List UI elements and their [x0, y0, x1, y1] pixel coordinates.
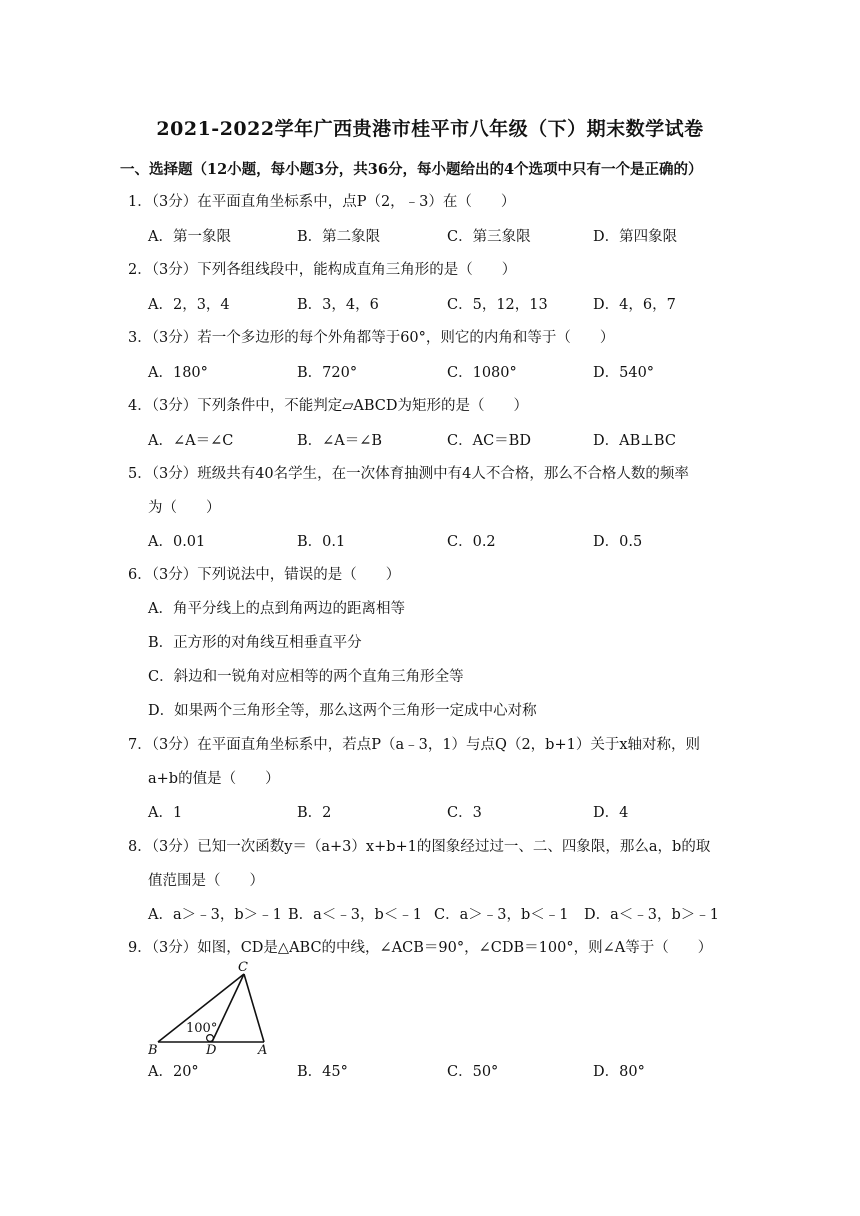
segment-ca	[244, 974, 264, 1042]
option-d[interactable]: D．0.5	[593, 534, 643, 550]
option-d[interactable]: D．540°	[593, 365, 655, 381]
option-c[interactable]: C．50°	[447, 1064, 499, 1080]
option-b[interactable]: B．第二象限	[297, 229, 381, 245]
option-c[interactable]: C．AC＝BD	[447, 433, 531, 449]
option-c[interactable]: C．第三象限	[447, 229, 531, 245]
option-c[interactable]: C．3	[447, 805, 482, 821]
question-7-stem: 7．（3分）在平面直角坐标系中，若点P（a﹣3，1）与点Q（2，b+1）关于x轴对称，则	[128, 737, 700, 753]
option-a[interactable]: A．2，3，4	[148, 297, 230, 313]
angle-label: 100°	[186, 1021, 218, 1036]
question-3-options	[148, 361, 748, 381]
option-b[interactable]: B．3，4，6	[297, 297, 379, 313]
question-2-options	[148, 293, 748, 313]
question-1-stem: 1．（3分）在平面直角坐标系中，点P（2，﹣3）在（ ）	[128, 194, 516, 210]
option-d[interactable]: D．4，6，7	[593, 297, 676, 313]
option-d[interactable]: D．4	[593, 805, 629, 821]
option-c[interactable]: C．5，12，13	[447, 297, 548, 313]
label-c: C	[238, 960, 248, 975]
option-d[interactable]: D．AB⊥BC	[593, 433, 676, 449]
question-7-stem-continued: a+b的值是（ ）	[148, 771, 280, 787]
label-d: D	[206, 1043, 217, 1054]
option-c[interactable]: C．a＞﹣3，b＜﹣1	[434, 907, 569, 923]
option-a[interactable]: A．第一象限	[148, 229, 231, 245]
option-b[interactable]: B．正方形的对角线互相垂直平分	[148, 635, 362, 651]
option-a[interactable]: A．0.01	[148, 534, 206, 550]
option-a[interactable]: A．a＞﹣3，b＞﹣1	[148, 907, 282, 923]
option-b[interactable]: B．∠A＝∠B	[297, 433, 383, 449]
label-b: B	[148, 1043, 158, 1054]
option-a[interactable]: A．20°	[148, 1064, 199, 1080]
question-5-stem-continued: 为（ ）	[148, 500, 221, 516]
option-d[interactable]: D．80°	[593, 1064, 645, 1080]
question-9-options	[148, 1060, 748, 1080]
question-7-options	[148, 801, 748, 821]
option-a[interactable]: A．角平分线上的点到角两边的距离相等	[148, 601, 405, 617]
exam-title: 2021-2022学年广西贵港市桂平市八年级（下）期末数学试卷	[156, 118, 704, 140]
section-heading: 一、选择题（12小题，每小题3分，共36分，每小题给出的4个选项中只有一个是正确的）	[120, 161, 703, 178]
question-5-options	[148, 530, 748, 550]
option-d[interactable]: D．如果两个三角形全等，那么这两个三角形一定成中心对称	[148, 703, 537, 719]
option-c[interactable]: C．斜边和一锐角对应相等的两个直角三角形全等	[148, 669, 464, 685]
option-c[interactable]: C．0.2	[447, 534, 496, 550]
question-5-stem: 5．（3分）班级共有40名学生，在一次体育抽测中有4人不合格，那么不合格人数的频率	[128, 466, 689, 482]
question-9-stem: 9．（3分）如图，CD是△ABC的中线，∠ACB＝90°，∠CDB＝100°，则∠A等于（ ）	[128, 940, 713, 956]
option-b[interactable]: B．720°	[297, 365, 358, 381]
option-d[interactable]: D．第四象限	[593, 229, 678, 245]
triangle-figure	[148, 958, 288, 1054]
option-a[interactable]: A．∠A＝∠C	[148, 433, 234, 449]
option-a[interactable]: A．180°	[148, 365, 208, 381]
option-a[interactable]: A．1	[148, 805, 183, 821]
option-b[interactable]: B．45°	[297, 1064, 348, 1080]
question-8-options	[148, 903, 748, 923]
option-b[interactable]: B．a＜﹣3，b＜﹣1	[288, 907, 423, 923]
question-1-options	[148, 225, 748, 245]
option-c[interactable]: C．1080°	[447, 365, 517, 381]
question-4-stem: 4．（3分）下列条件中，不能判定▱ABCD为矩形的是（ ）	[128, 398, 528, 414]
question-6-stem: 6．（3分）下列说法中，错误的是（ ）	[128, 567, 401, 583]
question-4-options	[148, 429, 748, 449]
question-8-stem-continued: 值范围是（ ）	[148, 873, 264, 889]
option-b[interactable]: B．0.1	[297, 534, 346, 550]
question-2-stem: 2．（3分）下列各组线段中，能构成直角三角形的是（ ）	[128, 262, 517, 278]
label-a: A	[258, 1043, 268, 1054]
option-d[interactable]: D．a＜﹣3，b＞﹣1	[584, 907, 720, 923]
question-8-stem: 8．（3分）已知一次函数y＝（a+3）x+b+1的图象经过过一、二、四象限，那么a，b的取	[128, 839, 711, 855]
option-b[interactable]: B．2	[297, 805, 332, 821]
question-3-stem: 3．（3分）若一个多边形的每个外角都等于60°，则它的内角和等于（ ）	[128, 330, 615, 346]
